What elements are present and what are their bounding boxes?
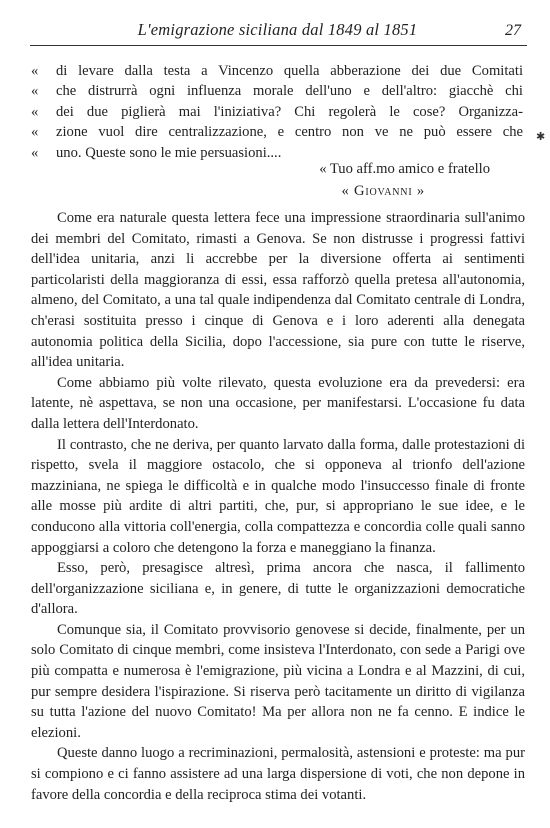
page-number: 27 xyxy=(505,22,521,39)
paragraph: Esso, però, presagisce altresì, prima ancora che nasca, il fallimento dell'organizzazione siciliana e, in genere, di tutte le organizzazioni democratiche d'allora. xyxy=(31,560,525,618)
paragraph: Come abbiamo più volte rilevato, questa evoluzione era da prevedersi: era latente, nè aspettava, se non una occasione, per manifestarsi. L'occasione fu data dalla lettera dell'Interdonato. xyxy=(31,374,525,432)
running-title: L'emigrazione siciliana dal 1849 al 1851 xyxy=(137,20,418,39)
quote-mark: « xyxy=(31,124,39,141)
paragraph: Il contrasto, che ne deriva, per quanto larvato dalla forma, dalle protestazioni di rispetto, svela il maggiore ostacolo, che si opponeva al trionfo dell'azione mazziniana, ne spiega le difficoltà e in qualche modo l'insuccesso finale di fronte alle mosse più ardite di altri partiti, che, pur, si appropriano le sue idee, e le conducono alla vittoria coll'energia, colla compattezza e concordia colle quali sanno appoggiarsi a coloro che detengono la forza e maneggiano la finanza. xyxy=(31,436,525,556)
quote-mark: « xyxy=(31,83,39,100)
letter-signature xyxy=(341,183,550,200)
quote-mark: « xyxy=(31,103,39,120)
quote-line xyxy=(31,81,523,101)
quote-line-text: di levare dalla testa a Vincenzo quella abberazione dei due Comitati xyxy=(56,63,523,79)
quote-line-text: dei due piglierà mai l'iniziativa? Chi regolerà le cose? Organizza- xyxy=(56,103,523,120)
quote-line xyxy=(31,102,523,122)
paragraph: Comunque sia, il Comitato provvisorio genovese si decide, finalmente, per un solo Comitato di cinque membri, come insisteva l'Interdonato, con sede a Parigi ove più compatta e numerosa è l'emigrazione, più vicina a Londra e al Mazzini, di cui, pur sempre desidera l'ispirazione. Si riserva però tacitamente un diritto di vigilanza su tutta l'azione del nuovo Comitato! Ma per allora non ne fa cenno. E indice le elezioni. xyxy=(31,621,525,741)
quote-mark: « xyxy=(31,144,39,161)
letter-closing: « Tuo aff.mo amico e fratello xyxy=(319,161,490,177)
quote-mark: « xyxy=(31,63,39,79)
quote-line-text: zione vuol dire centralizzazione, e centro non ve ne può essere che xyxy=(56,124,523,141)
quoted-letter xyxy=(31,61,523,163)
quote-line-text: uno. Queste sono le mie persuasioni.... xyxy=(56,144,282,161)
quote-line xyxy=(31,143,523,163)
paragraph: Queste danno luogo a recriminazioni, permalosità, astensioni e proteste: ma pur si compiono e ci fanno assistere ad una larga dispersione di voti, che non depone in favore della concordia e della reciproca stima dei votanti. xyxy=(31,745,525,803)
paragraph: Come era naturale questa lettera fece una impressione straordinaria sull'animo dei membri del Comitato, rimasti a Genova. Se non distrusse i progressi fattivi dell'idea unitaria, anzi li accrebbe per la diversione offerta ai sentimenti particolaristi della maggioranza di essi, essa rafforzò quella pretesa all'autonomia, almeno, del Comitato, a una tal quale indipendenza dal Comitato centrale di Londra, ch'erasi sostituita presso i cinque di Genova e i loro aderenti alla denegata autonomia politica della Sicilia, dopo l'accessione, sia pure con tutte le riserve, all'idea unitaria. xyxy=(31,210,525,371)
signature-name: « Giovanni » xyxy=(341,183,425,199)
quote-line xyxy=(31,122,523,142)
body-text xyxy=(31,208,525,805)
header-rule xyxy=(30,45,527,46)
page-header xyxy=(30,14,525,46)
quote-line-text: che distrurrà ogni influenza morale dell'uno e dell'altro: giacchè chi xyxy=(56,83,523,100)
margin-annotation-icon: ✱ xyxy=(536,131,546,143)
quote-line xyxy=(31,61,523,81)
